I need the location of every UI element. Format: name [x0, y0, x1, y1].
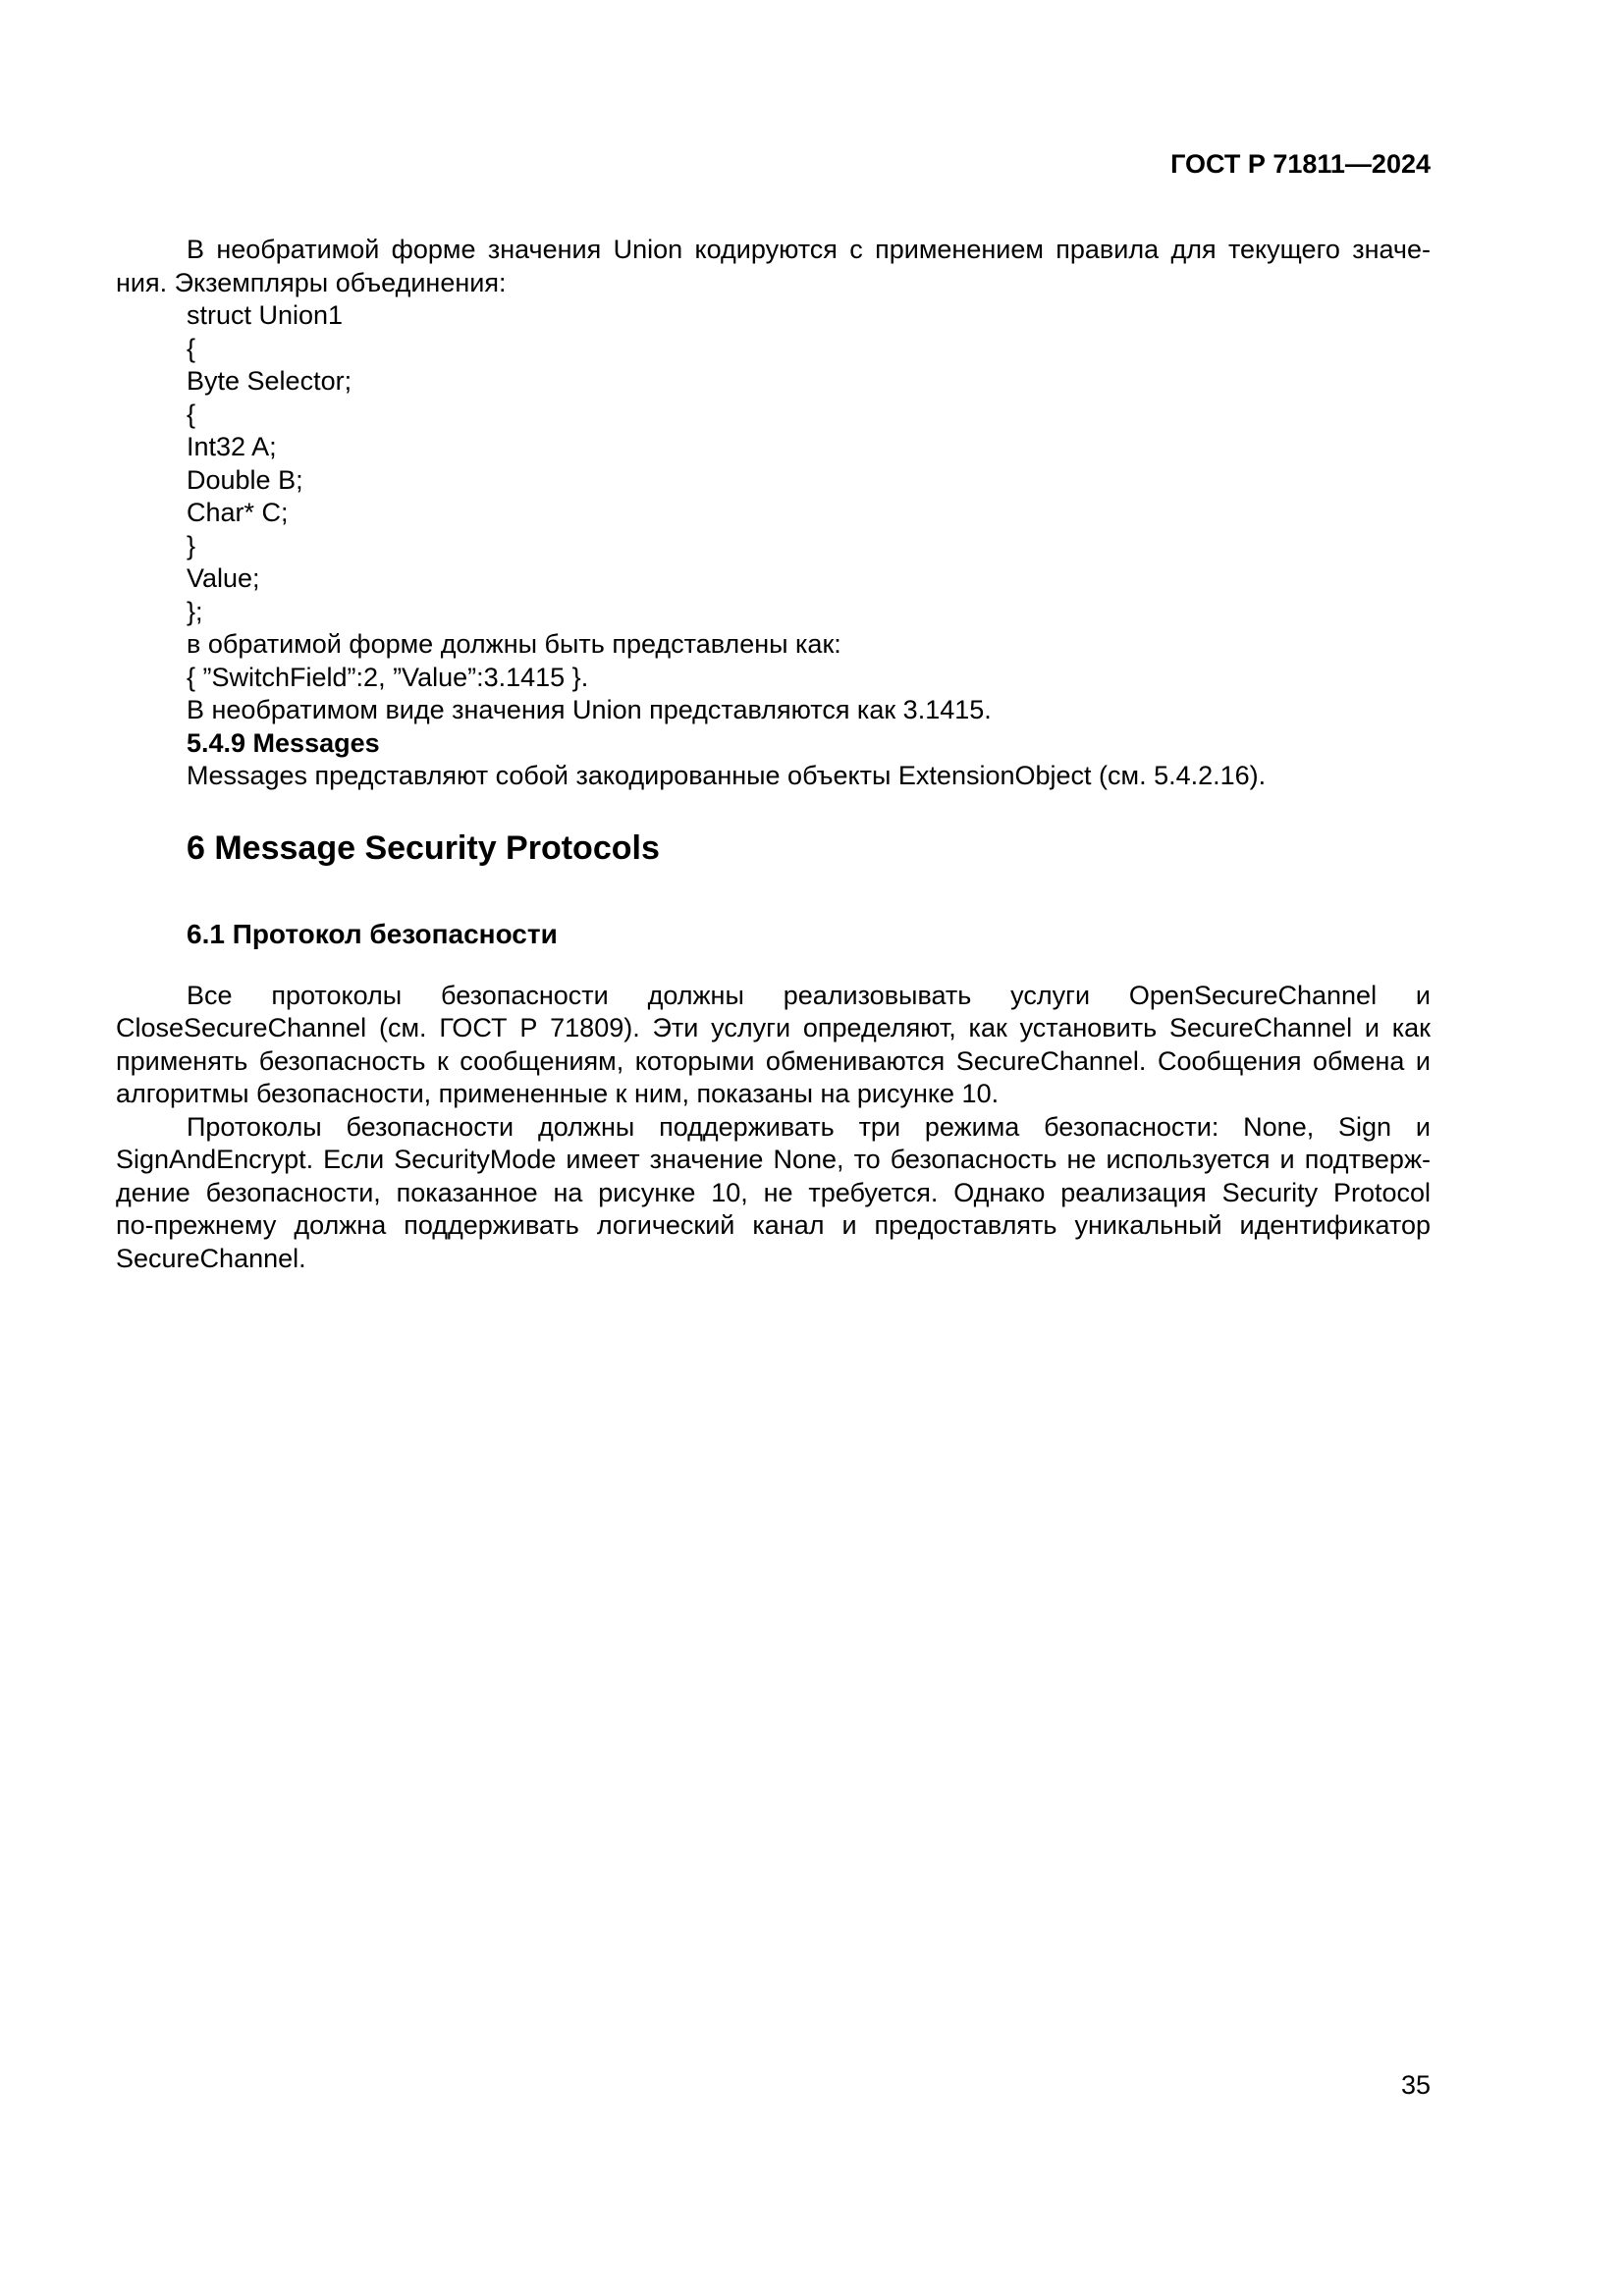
text-line: В необратимом виде значения Union представляются как 3.1415. [187, 695, 992, 724]
code-line: { [187, 333, 196, 363]
code-line: }; [187, 596, 203, 626]
subsection-5-4-9-heading: 5.4.9 Messages [187, 727, 380, 758]
text-line: ния. Экземпляры объединения: [116, 267, 507, 297]
text-line: SignAndEncrypt. Если SecurityMode имеет значение None, то безопасность не используется и подтверж- [116, 1145, 1431, 1174]
section-6-heading: 6 Message Security Protocols [187, 828, 660, 867]
text-line: Протоколы безопасности должны поддерживать три режима безопасности: None, Sign и [187, 1111, 1431, 1142]
text-line: В необратимой форме значения Union кодируются с применением правила для текущего значе- [187, 235, 1431, 264]
page-header: ГОСТ Р 71811—2024 [1170, 149, 1431, 179]
code-line: Byte Selector; [187, 366, 352, 396]
code-line: Value; [187, 563, 260, 593]
code-line: struct Union1 [187, 300, 344, 330]
text-line: Messages представляют собой закодированные объекты ExtensionObject (см. 5.4.2.16). [187, 761, 1267, 790]
code-line: Int32 A; [187, 432, 277, 461]
text-line: Все протоколы безопасности должны реализовывать услуги OpenSecureChannel и [187, 980, 1431, 1010]
code-line: } [187, 530, 196, 561]
code-line: Double B; [187, 464, 303, 495]
text-line: в обратимой форме должны быть представлены как: [187, 629, 841, 659]
section-6-1-heading: 6.1 Протокол безопасности [187, 918, 558, 949]
code-line: Char* C; [187, 498, 289, 527]
text-line: CloseSecureChannel (см. ГОСТ Р 71809). Эти услуги определяют, как установить SecureChannel и как [116, 1013, 1431, 1042]
page-number: 35 [1400, 2070, 1431, 2100]
text-line: по-прежнему должна поддерживать логический канал и предоставлять уникальный идентификатор [116, 1210, 1431, 1240]
text-line: применять безопасность к сообщениям, которыми обмениваются SecureChannel. Сообщения обмена и [116, 1045, 1431, 1076]
text-line: { ”SwitchField”:2, ”Value”:3.1415 }. [187, 662, 589, 692]
document-body [116, 234, 1431, 1275]
text-line: алгоритмы безопасности, примененные к ним, показаны на рисунке 10. [116, 1079, 1000, 1108]
text-line: SecureChannel. [116, 1243, 306, 1273]
text-line: дение безопасности, показанное на рисунке 10, не требуется. Однако реализация Security Protocol [116, 1177, 1431, 1207]
code-line: { [187, 399, 196, 429]
